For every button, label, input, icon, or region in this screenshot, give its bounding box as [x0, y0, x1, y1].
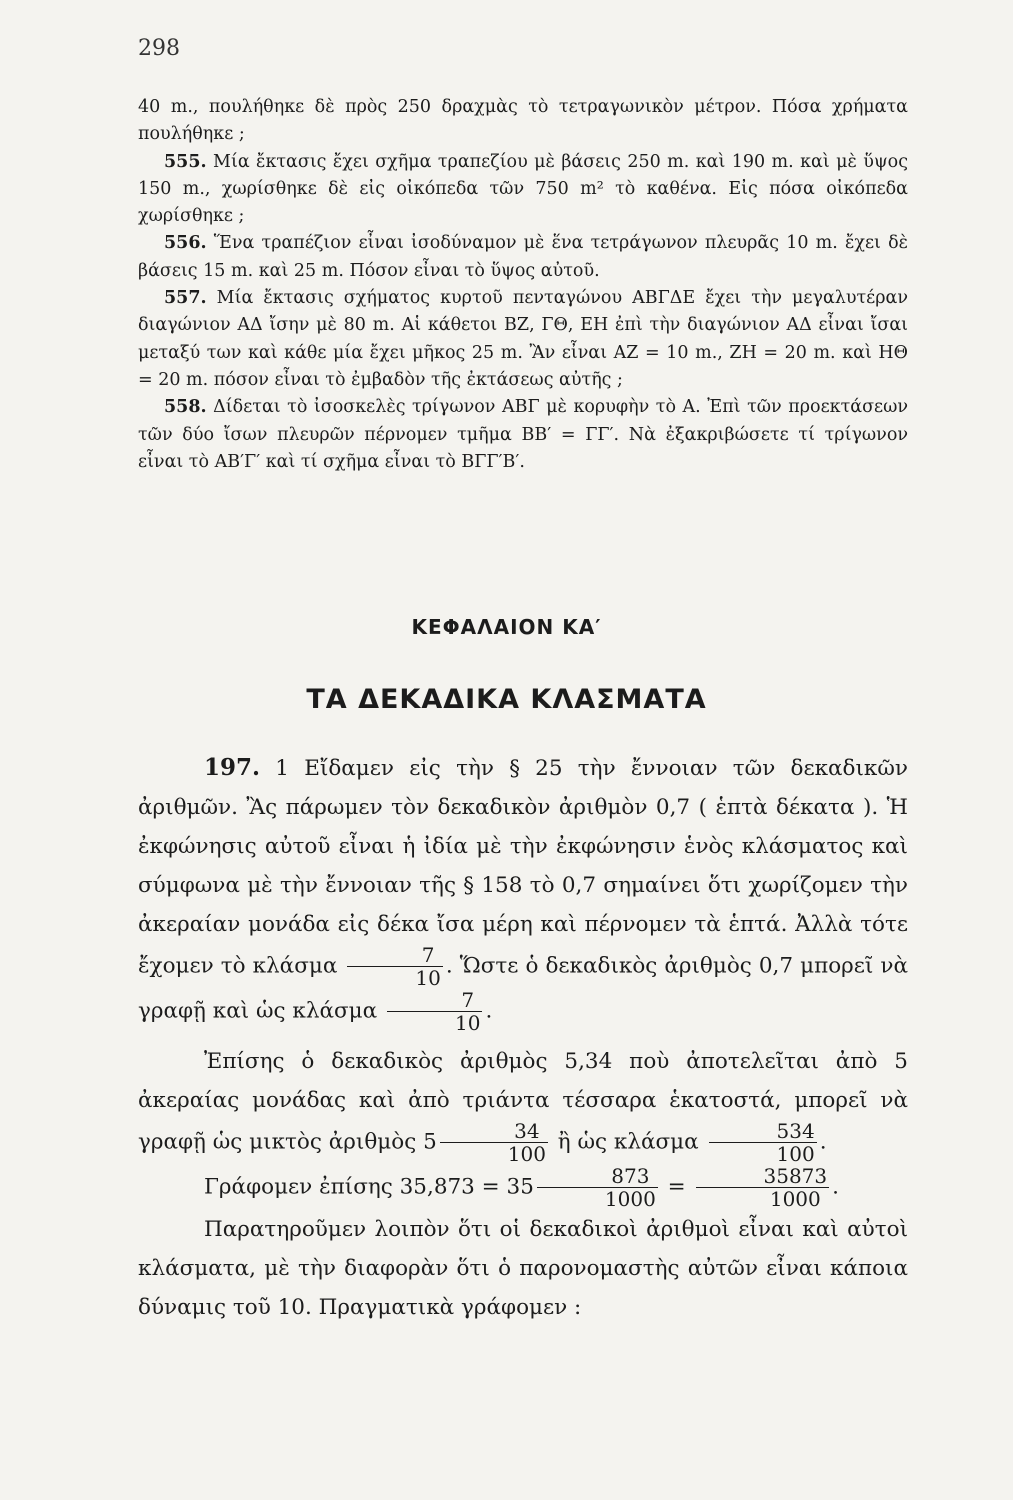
fraction-denominator: 100 [776, 1142, 815, 1166]
problem-556 [138, 230, 908, 285]
fraction-34-100 [440, 1120, 548, 1165]
fraction-denominator: 100 [507, 1142, 546, 1166]
problem-text: Μία ἔκτασις σχήματος κυρτοῦ πενταγώνου ΑΒΓΔΕ ἔχει τὴν μεγαλυτέραν διαγώνιον ΑΔ ἴσην μὲ 80 m. Αἱ κάθετοι ΒΖ, ΓΘ, ΕΗ ἐπὶ τὴν διαγώνιον ΑΔ εἶναι ἴσαι μεταξύ των καὶ κάθε μία ἔχει μῆκος 25 m. Ἂν εἶναι ΑΖ = 10 m., ΖΗ = 20 m. καὶ ΗΘ = 20 m. πόσον εἶναι τὸ ἐμβαδὸν τῆς ἐκτάσεως αὐτῆς ; [138, 288, 908, 390]
period: . [832, 1174, 839, 1200]
paragraph-text: ἢ ὡς κλάσμα [557, 1129, 699, 1155]
problem-557 [138, 285, 908, 394]
problem-number: 557. [164, 288, 207, 309]
chapter-label: ΚΕΦΑΛΑΙΟΝ ΚΑ′ [411, 615, 602, 639]
fraction-numerator: 7 [387, 989, 482, 1012]
fraction-denominator: 1000 [769, 1187, 821, 1211]
fraction-numerator: 7 [347, 944, 442, 967]
problem-554-tail: 40 m., πουλήθηκε δὲ πρὸς 250 δραχμὰς τὸ τετραγωνικὸν μέτρον. Πόσα χρήματα πουλήθηκε ; [138, 97, 908, 145]
paragraph-decimal-5-34 [138, 1042, 908, 1165]
fraction-numerator: 534 [709, 1120, 817, 1143]
chapter-title: ΤΑ ΔΕΚΑΔΙΚΑ ΚΛΑΣΜΑΤΑ [306, 684, 707, 715]
page-number: 298 [138, 36, 180, 61]
paragraph-conclusion: Παρατηροῦμεν λοιπὸν ὅτι οἱ δεκαδικοὶ ἀριθμοὶ εἶναι καὶ αὐτοὶ κλάσματα, μὲ τὴν διαφορὰν ὅτι ὁ παρονομαστὴς αὐτῶν εἶναι κάποια δύναμις τοῦ 10. Πραγματικὰ γράφομεν : [138, 1217, 908, 1320]
fraction-7-10 [347, 944, 442, 989]
fraction-denominator: 1000 [604, 1187, 656, 1211]
subsection-number: 1 [275, 756, 289, 781]
fraction-873-1000 [537, 1165, 658, 1210]
fraction-numerator: 873 [537, 1165, 658, 1188]
problem-number: 558. [164, 397, 207, 418]
equals-sign: = [667, 1174, 686, 1200]
problems-block [138, 94, 908, 476]
problem-text: Μία ἔκτασις ἔχει σχῆμα τραπεζίου μὲ βάσεις 250 m. καὶ 190 m. καὶ μὲ ὕψος 150 m., χωρίσθηκε δὲ εἰς οἰκόπεδα τῶν 750 m² τὸ καθένα. Εἰς πόσα οἰκόπεδα χωρίσθηκε ; [138, 151, 908, 227]
paragraph-text: Εἴδαμεν εἰς τὴν § 25 τὴν ἔννοιαν τῶν δεκαδικῶν ἀριθμῶν. Ἂς πάρωμεν τὸν δεκαδικὸν ἀριθμὸν 0,7 ( ἑπτὰ δέκατα ). Ἡ ἐκφώνησις αὐτοῦ εἶναι ἡ ἰδία μὲ τὴν ἐκφώνησιν ἑνὸς κλάσματος καὶ σύμφωνα μὲ τὴν ἔννοιαν τῆς § 158 τὸ 0,7 σημαίνει ὅτι χωρίζομεν τὴν ἀκεραίαν μονάδα εἰς δέκα ἴσα μέρη καὶ πέρνομεν τὰ ἑπτά. Ἀλλὰ τότε ἔχομεν τὸ κλάσμα [138, 756, 908, 979]
paragraph-decimal-0-7 [138, 748, 908, 1034]
section-197 [138, 748, 908, 1327]
equation-text: Γράφομεν ἐπίσης 35,873 = 35 [204, 1174, 534, 1200]
problem-number: 555. [164, 151, 207, 172]
period: . [819, 1129, 827, 1155]
problem-number: 556. [164, 233, 207, 254]
problem-555 [138, 149, 908, 231]
section-number: 197. [204, 754, 261, 781]
fraction-534-100 [709, 1120, 817, 1165]
fraction-denominator: 10 [415, 966, 441, 990]
problem-text: Ἕνα τραπέζιον εἶναι ἰσοδύναμον μὲ ἕνα τετράγωνον πλευρᾶς 10 m. ἔχει δὲ βάσεις 15 m. καὶ 25 m. Πόσον εἶναι τὸ ὕψος αὐτοῦ. [138, 233, 908, 281]
fraction-35873-1000 [696, 1165, 830, 1210]
problem-text: Δίδεται τὸ ἰσοσκελὲς τρίγωνον ΑΒΓ μὲ κορυφὴν τὸ Α. Ἐπὶ τῶν προεκτάσεων τῶν δύο ἴσων πλευρῶν πέρνομεν τμῆμα ΒΒ′ = ΓΓ′. Νὰ ἐξακριβώσετε τί τρίγωνον εἶναι τὸ ΑΒ′Γ′ καὶ τί σχῆμα εἶναι τὸ ΒΓΓ′Β′. [138, 397, 908, 472]
fraction-denominator: 10 [455, 1011, 481, 1035]
equation-35-873 [138, 1165, 908, 1210]
paragraph-text: . Ὥστε ὁ δεκαδικὸς ἀριθμὸς 0,7 μπορεῖ νὰ γραφῇ καὶ ὡς κλάσμα [138, 953, 908, 1024]
period: . [485, 998, 493, 1024]
paragraph-text: Ἐπίσης ὁ δεκαδικὸς ἀριθμὸς 5,34 ποὺ ἀποτελεῖται ἀπὸ 5 ἀκεραίας μονάδας καὶ ἀπὸ τριάντα τέσσαρα ἑκατοστά, μπορεῖ νὰ γραφῇ ὡς μικτὸς ἀριθμὸς 5 [138, 1049, 908, 1155]
fraction-numerator: 34 [440, 1120, 548, 1143]
problem-558 [138, 394, 908, 476]
fraction-7-10-repeat [387, 989, 482, 1034]
fraction-numerator: 35873 [696, 1165, 830, 1188]
